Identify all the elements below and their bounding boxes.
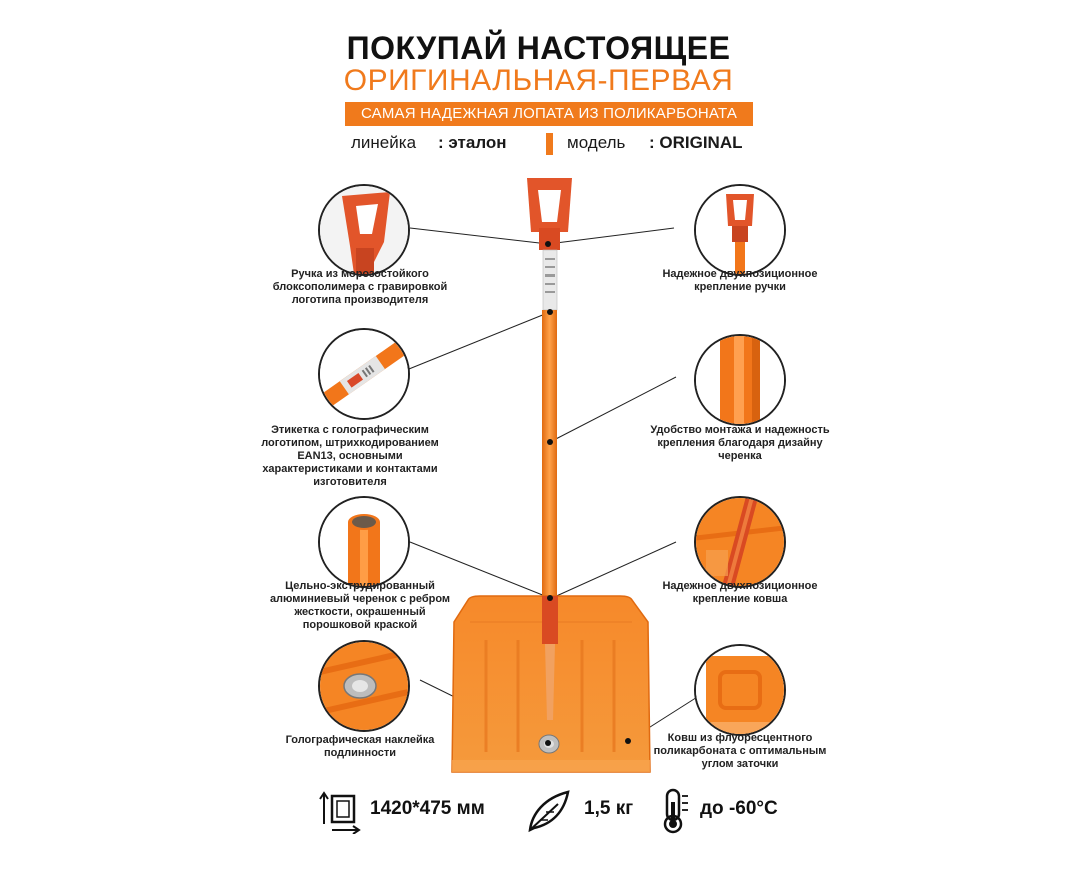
- line-label: линейка: [351, 133, 417, 152]
- caption-shaft: Удобство монтажа и надежность крепления благодаря дизайну черенка: [650, 424, 830, 462]
- label-closeup-icon: [318, 328, 410, 420]
- caption-handle: Ручка из морозостойкого блоксополимера с гравировкой логотипа производителя: [272, 268, 448, 306]
- shaft-closeup-icon: [694, 334, 786, 426]
- feather-weight-icon: [524, 788, 574, 834]
- caption-label: Этикетка с голографическим логотипом, штрихкодированием EAN13, основными характеристиками и контактами изготовителя: [261, 424, 439, 488]
- caption-handle-mount: Надежное двухпозиционное крепление ручки: [662, 268, 818, 293]
- spec-size: 1420*475 мм: [370, 798, 485, 819]
- title-line-2: ОРИГИНАЛЬНАЯ-ПЕРВАЯ: [343, 64, 734, 97]
- model-value: : ORIGINAL: [649, 133, 743, 152]
- caption-tube: Цельно-экструдированный алюминиевый черенок с ребром жесткости, окрашенный порошковой краской: [269, 580, 451, 631]
- title-line-1: ПОКУПАЙ НАСТОЯЩЕЕ: [346, 30, 731, 66]
- line-value: : эталон: [438, 133, 507, 152]
- thermometer-icon: [658, 786, 694, 834]
- sticker-closeup-icon: [318, 640, 410, 732]
- spec-weight: 1,5 кг: [584, 798, 634, 819]
- tube-closeup-icon: [318, 496, 410, 588]
- caption-blade-corner: Ковш из флуоресцентного поликарбоната с оптимальным углом заточки: [653, 732, 827, 770]
- model-label: модель: [567, 133, 626, 152]
- subtitle-banner: САМАЯ НАДЕЖНАЯ ЛОПАТА ИЗ ПОЛИКАРБОНАТА: [345, 102, 753, 126]
- handle-mount-closeup-icon: [694, 184, 786, 276]
- blade-corner-closeup-icon: [694, 644, 786, 736]
- spec-temperature: до -60°С: [700, 798, 778, 819]
- blade-mount-closeup-icon: [694, 496, 786, 588]
- handle-closeup-icon: [318, 184, 410, 276]
- caption-blade-mount: Надежное двухпозиционное крепление ковша: [662, 580, 818, 605]
- caption-sticker: Голографическая наклейка подлинности: [285, 734, 435, 759]
- dimensions-icon: [318, 790, 364, 834]
